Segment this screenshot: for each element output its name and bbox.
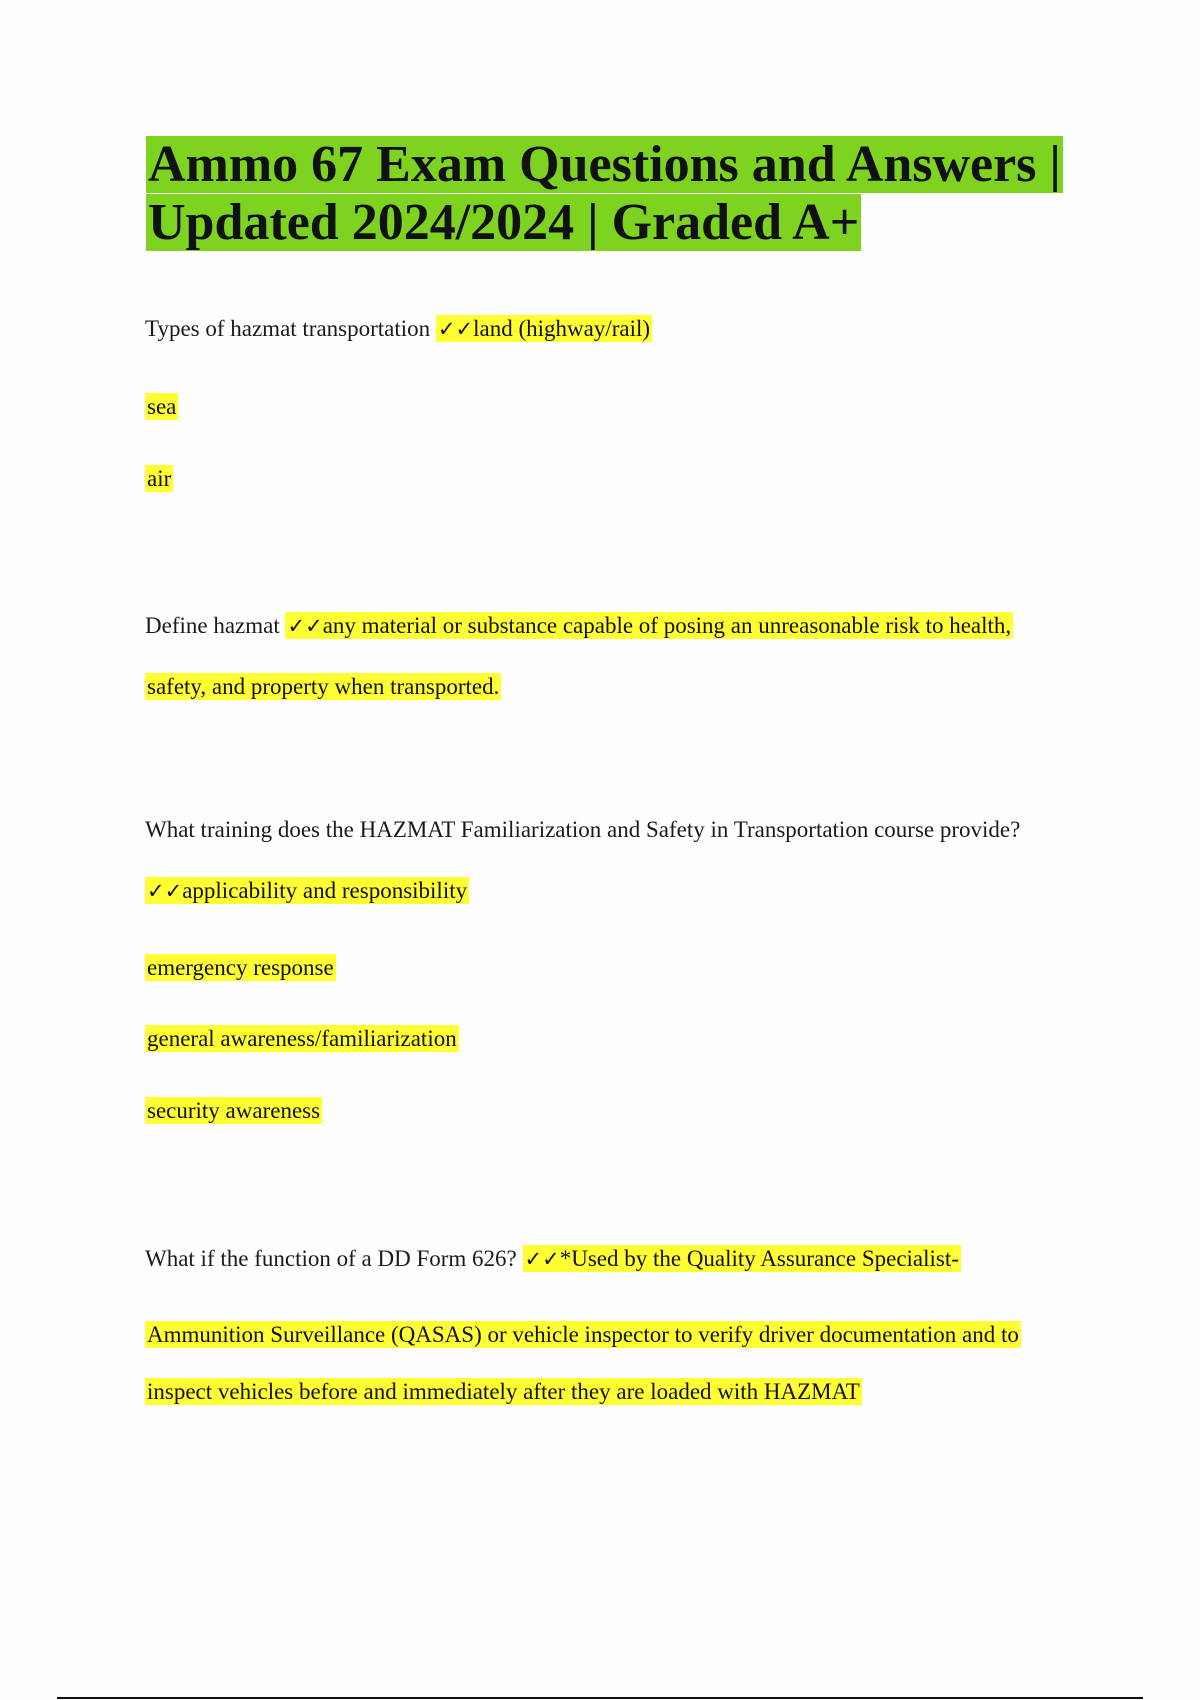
answer-text: inspect vehicles before and immediately after they are loaded with HAZMAT [147,1379,860,1404]
answer-line [145,1024,459,1054]
answer-line [145,672,501,702]
answer-highlight [145,877,469,904]
answer-text: *Used by the Quality Assurance Specialist- [559,1246,959,1271]
answer-line [145,392,178,422]
answer-line [145,464,173,494]
double-check-icon: ✓✓ [287,614,323,638]
document-title [146,136,1076,252]
question-text: What if the function of a DD Form 626? [145,1246,517,1271]
qa-item-3 [145,815,1020,845]
answer-line [145,1096,322,1126]
qa-item-2 [145,611,1013,641]
title-line-2: Updated 2024/2024 | Graded A+ [148,194,860,251]
answer-line [145,876,469,906]
answer-text: general awareness/familiarization [147,1026,457,1051]
answer-text: safety, and property when transported. [147,674,500,699]
double-check-icon: ✓✓ [437,317,474,341]
question-text: What training does the HAZMAT Familiarization and Safety in Transportation course provide? [145,817,1021,842]
answer-text: air [147,466,172,491]
question-text: Define hazmat [145,613,280,638]
answer-line [145,953,336,983]
answer-text: emergency response [147,955,334,980]
double-check-icon: ✓✓ [147,879,183,903]
answer-highlight [436,315,652,342]
answer-text: sea [147,394,177,419]
answer-text: any material or substance capable of posing an unreasonable risk to health, [322,613,1012,638]
answer-highlight [523,1245,961,1272]
answer-text: security awareness [147,1098,321,1123]
answer-line [145,1320,1021,1350]
title-line-1: Ammo 67 Exam Questions and Answers | [148,136,1061,193]
answer-text: land (highway/rail) [473,316,651,341]
double-check-icon: ✓✓ [524,1247,560,1271]
qa-item-4 [145,1244,961,1274]
question-text: Types of hazmat transportation [145,316,431,341]
answer-text: Ammunition Surveillance (QASAS) or vehicle inspector to verify driver documentation and to [147,1322,1019,1347]
qa-item-1 [145,314,652,344]
answer-line [145,1377,862,1407]
footer-rule [57,1697,1143,1699]
answer-highlight [285,612,1013,639]
answer-text: applicability and responsibility [182,878,468,903]
